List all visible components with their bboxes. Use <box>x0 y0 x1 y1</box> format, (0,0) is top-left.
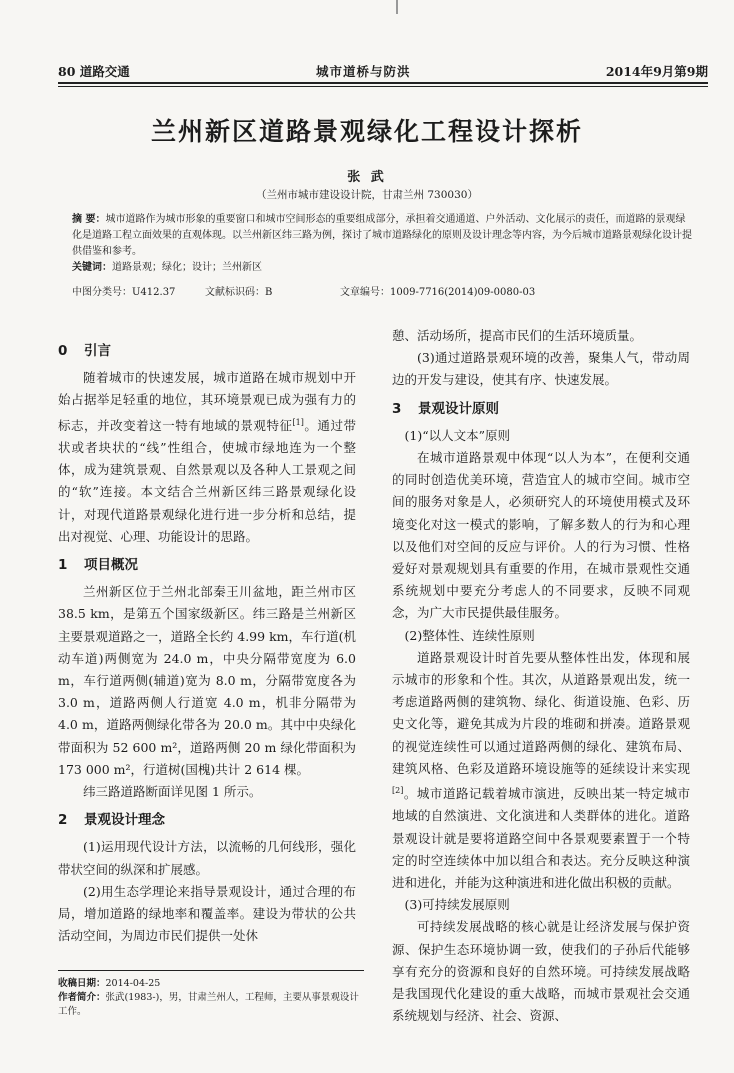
header-rule-thin <box>58 86 708 87</box>
abstract: 摘 要：城市道路作为城市形象的重要窗口和城市空间形态的重要组成部分，承担着交通通道、户外活动、文化展示的责任，而道路的景观绿化是道路工程立面效果的直观体现。以兰州新区纬三路为例，探讨了城市道路绿化的原则及设计理念等内容，为今后城市道路景观绿化设计提供借鉴和参考。 <box>72 214 692 257</box>
page-label: 80 道路交通 <box>58 64 130 79</box>
right-column <box>392 325 690 1027</box>
classification-line <box>72 283 692 299</box>
paragraph: (1)运用现代设计方法，以流畅的几何线形，强化带状空间的纵深和扩展感。 <box>58 839 356 877</box>
running-header <box>58 62 708 80</box>
left-column <box>58 334 356 947</box>
footnote <box>58 970 364 1019</box>
paragraph: (2)用生态学理论来指导景观设计，通过合理的布局，增加道路的绿地率和覆盖率。建设为带状的公共活动空间，为周边市民们提供一处休 <box>58 883 356 944</box>
paragraph: 可持续发展战略的核心就是让经济发展与保护资源、保护生态环境协调一致，使我们的子孙后代能够享有充分的资源和良好的自然环境。可持续发展战略是我国现代化建设的重大战略，而城市景观社会交通系统规划与经济、社会、资源、 <box>392 919 690 1024</box>
paragraph: 兰州新区位于兰州北部秦王川盆地，距兰州市区 38.5 km，是第五个国家级新区。纬三路是兰州新区主要景观道路之一，道路全长约 4.99 km，车行道(机动车道)两侧宽为 24.0 m，中央分隔带宽度为 6.0 m，车行道两侧(辅道)宽为 8.0 m，分隔带宽度各为 3.0 m，道路两侧人行道宽 4.0 m，机非分隔带为 4.0 m，道路两侧绿化带各为 20.0 m。其中中央绿化带面积为 52 600 m²，道路两侧 20 m 绿化带面积为 173 000 m²，行道树(国槐)共计 2 614 棵。 <box>58 584 356 777</box>
received-date: 收稿日期：2014-04-25 <box>58 978 161 989</box>
paragraph: 纬三路道路断面详见图 1 所示。 <box>83 784 262 800</box>
header-rule <box>58 82 708 84</box>
abstract-block <box>72 212 692 276</box>
paragraph: 道路景观设计时首先要从整体性出发，体现和展示城市的形象和个性。其次，从道路景观出发，统一考虑道路两侧的建筑物、绿化、街道设施、色彩、历史文化等，避免其成为片段的堆砌和拼凑。道路景观的视觉连续性可以通过道路两侧的绿化、建筑布局、建筑风格、色彩及道路环境设施等的延续设计来实现[2]。城市道路记载着城市演进，反映出某一特定城市地域的自然演进、文化演进和人类群体的进化。道路景观设计就是要将道路空间中各景观要素置于一个特定的时空连续体中加以组合和表达。充分反映这种演进和进化，并能为这种演进和进化做出积极的贡献。 <box>392 649 690 891</box>
article-title: 兰州新区道路景观绿化工程设计探析 <box>150 117 583 146</box>
subheading: (2)整体性、连续性原则 <box>404 627 535 643</box>
issue-label: 2014年9月第9期 <box>605 64 708 79</box>
section-heading-principles: 3 景观设计原则 <box>392 400 499 417</box>
clc-number: 中图分类号：U412.37 <box>72 287 176 298</box>
paragraph: (3)通过道路景观环境的改善，聚集人气，带动周边的开发与建设，使其有序、快速发展。 <box>392 350 690 388</box>
document-code: 文献标识码：B <box>205 287 273 298</box>
affiliation: （兰州市城市建设设计院，甘肃兰州 730030） <box>256 189 478 201</box>
paragraph: 在城市道路景观中体现“以人为本”，在便利交通的同时创造优美环境，营造宜人的城市空间。城市空间的服务对象是人，必须研究人的环境使用模式及环境变化对这一模式的影响，了解多数人的行为和心理以及他们对空间的反应与评价。人的行为习惯、性格爱好对景观规划具有重要的作用，在城市景观性交通系统规划中要充分考虑人的不同要求，反映不同观念，为广大市民提供最佳服务。 <box>392 450 690 621</box>
paragraph: 随着城市的快速发展，城市道路在城市规划中开始占据举足轻重的地位，其环境景观已成为强有力的标志，并改变着这一特有地域的景观特征[1]。通过带状或者块状的“线”性组合，使城市绿地连为一个整体，成为建筑景观、自然景观以及各种人工景观之间的“软”连接。本文结合兰州新区纬三路景观绿化设计，对现代道路景观绿化进行进一步分析和总结，提出对视觉、心理、功能设计的思路。 <box>58 370 356 544</box>
subheading: (3)可持续发展原则 <box>404 897 510 913</box>
section-heading-project: 1 项目概况 <box>58 556 138 573</box>
article-number: 文章编号：1009-7716(2014)09-0080-03 <box>340 287 536 298</box>
section-name: 城市道桥与防洪 <box>316 64 411 79</box>
scan-mark <box>396 0 398 14</box>
subheading: (1)“以人文本”原则 <box>404 427 510 443</box>
section-heading-concept: 2 景观设计理念 <box>58 812 165 829</box>
author-bio: 作者简介：张武(1983-)，男，甘肃兰州人，工程师，主要从事景观设计工作。 <box>58 992 359 1017</box>
keywords: 关键词：道路景观；绿化；设计；兰州新区 <box>72 262 262 273</box>
paragraph: 憩、活动场所，提高市民们的生活环境质量。 <box>392 328 643 343</box>
author-name: 张 武 <box>347 170 387 185</box>
section-heading-intro: 0 引言 <box>58 343 111 359</box>
